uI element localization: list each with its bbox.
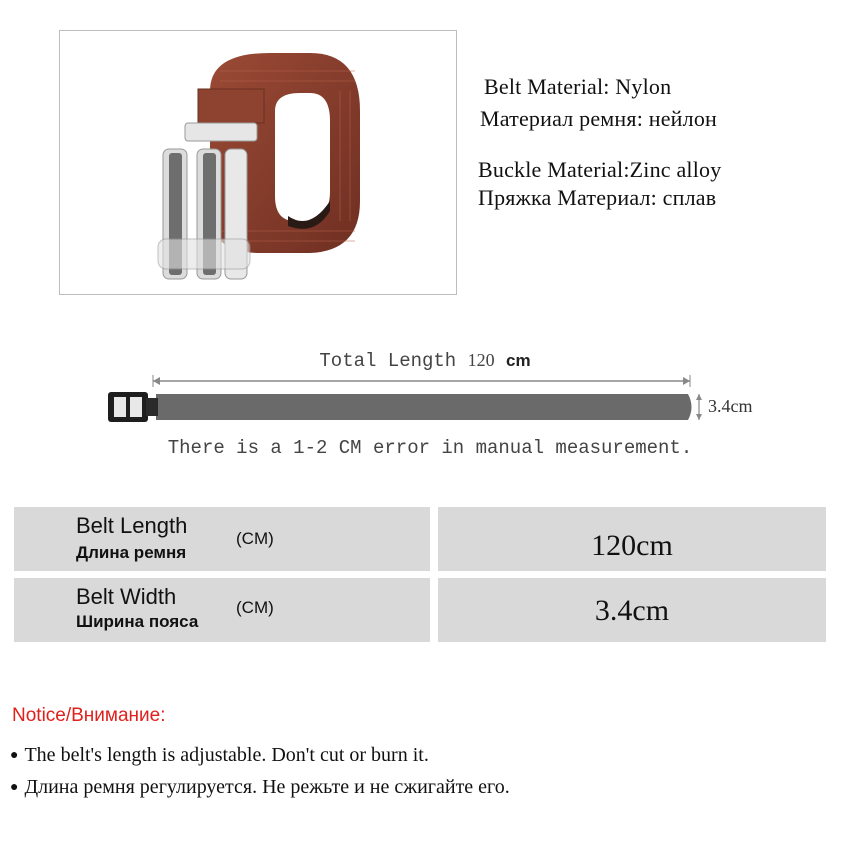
belt-length-label-ru: Длина ремня (76, 543, 187, 562)
table-row-width-label (14, 578, 430, 642)
belt-length-value: 120cm (591, 529, 673, 562)
width-arrow-bottom (696, 414, 702, 420)
width-arrow-top (696, 394, 702, 400)
bullet-dot-icon: ● (10, 780, 19, 795)
notice-bullet-ru (10, 776, 510, 799)
belt-material-en: Belt Material: Nylon (484, 74, 672, 99)
buckle-side-view (108, 392, 158, 422)
table-row-length-label (14, 507, 430, 571)
belt-illustration (60, 31, 457, 295)
bullet-dot-icon: ● (10, 748, 19, 763)
total-length-label (0, 350, 850, 372)
belt-width-label-en: Belt Width (76, 584, 177, 609)
belt-width-label-ru: Ширина пояса (76, 612, 199, 631)
table-row-width-value (438, 578, 826, 642)
total-length-text: Total Length (319, 350, 457, 372)
belt-length-label-en: Belt Length (76, 513, 188, 538)
belt-width-value: 3.4cm (594, 594, 670, 627)
length-arrow-right (683, 377, 690, 385)
notice-bullet-en (10, 744, 429, 767)
belt-material-ru: Материал ремня: нейлон (480, 106, 718, 131)
notice-title: Notice/Внимание: (12, 705, 166, 726)
width-label: 3.4cm (708, 396, 753, 416)
strap-tip (198, 89, 264, 123)
total-length-unit: cm (506, 351, 531, 370)
notice-bullet-en-text: The belt's length is adjustable. Don't cut or burn it. (24, 744, 429, 766)
strap-inner-hole (275, 93, 330, 221)
buckle-material-ru: Пряжка Материал: сплав (478, 185, 717, 210)
notice-bullet-ru-text: Длина ремня регулируется. Не режьте и не сжигайте его. (24, 776, 510, 798)
total-length-value: 120 (467, 350, 495, 370)
belt-length-unit: (CM) (236, 529, 274, 548)
strap-side-view (156, 394, 692, 420)
belt-width-unit: (CM) (236, 598, 274, 617)
length-arrow-left (153, 377, 160, 385)
belt-photo (59, 30, 457, 295)
buckle-material-en: Buckle Material:Zinc alloy (478, 157, 722, 182)
table-row-length-value (438, 507, 826, 571)
error-note: There is a 1-2 CM error in manual measurement. (167, 437, 693, 459)
